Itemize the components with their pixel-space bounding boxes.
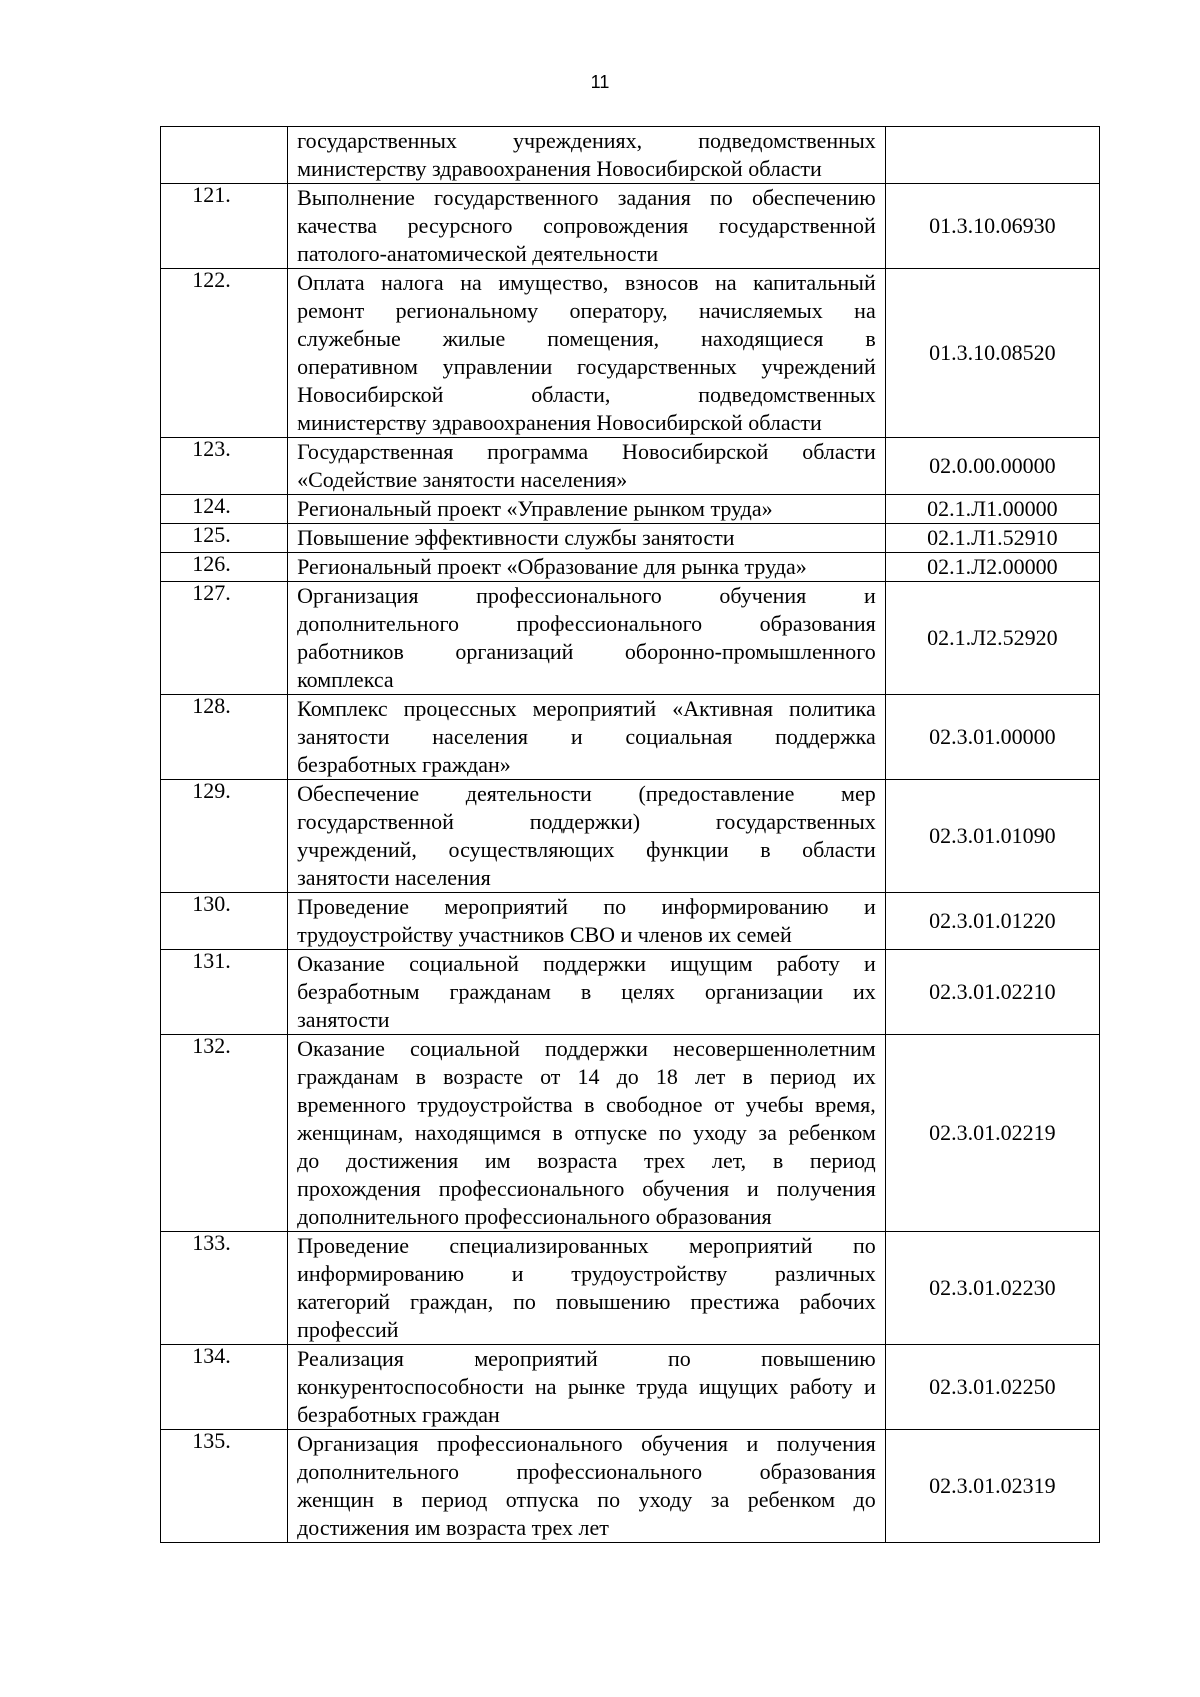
row-number: 132. bbox=[192, 1033, 231, 1058]
description-line: достижения им возраста трех лет bbox=[297, 1515, 609, 1540]
item-description bbox=[288, 524, 886, 553]
classification-code: 02.1.Л2.00000 bbox=[885, 553, 1099, 582]
description-line: Региональный проект «Управление рынком труда» bbox=[297, 496, 773, 521]
table-row bbox=[161, 184, 1100, 269]
classification-code: 02.3.01.01090 bbox=[885, 780, 1099, 893]
row-number-cell bbox=[161, 582, 288, 695]
description-line: гражданам в возрасте от 14 до 18 лет в период их bbox=[297, 1064, 876, 1089]
classification-code: 02.3.01.02230 bbox=[885, 1232, 1099, 1345]
description-line: Проведение специализированных мероприятий по bbox=[297, 1233, 876, 1258]
description-line: Региональный проект «Образование для рынка труда» bbox=[297, 554, 807, 579]
row-number-cell bbox=[161, 1345, 288, 1430]
item-description bbox=[288, 1232, 886, 1345]
item-description bbox=[288, 582, 886, 695]
row-number: 122. bbox=[192, 267, 231, 292]
description-line: до достижения им возраста трех лет, в период bbox=[297, 1148, 876, 1173]
description-line: Реализация мероприятий по повышению bbox=[297, 1346, 876, 1371]
description-line: министерству здравоохранения Новосибирской области bbox=[297, 410, 822, 435]
classification-code: 02.3.01.02210 bbox=[885, 950, 1099, 1035]
classification-code: 02.3.01.02319 bbox=[885, 1430, 1099, 1543]
row-number-cell bbox=[161, 184, 288, 269]
item-description bbox=[288, 495, 886, 524]
description-line: учреждений, осуществляющих функции в области bbox=[297, 837, 876, 862]
row-number-cell bbox=[161, 438, 288, 495]
item-description bbox=[288, 438, 886, 495]
description-line: работников организаций оборонно-промышленного bbox=[297, 639, 876, 664]
description-line: Государственная программа Новосибирской области bbox=[297, 439, 876, 464]
row-number: 121. bbox=[192, 182, 231, 207]
item-description bbox=[288, 1430, 886, 1543]
classification-code: 02.3.01.01220 bbox=[885, 893, 1099, 950]
item-description bbox=[288, 127, 886, 184]
item-description bbox=[288, 780, 886, 893]
row-number-cell bbox=[161, 269, 288, 438]
description-line: Проведение мероприятий по информированию и bbox=[297, 894, 876, 919]
row-number-cell bbox=[161, 553, 288, 582]
row-number-cell bbox=[161, 893, 288, 950]
description-line: трудоустройству участников СВО и членов их семей bbox=[297, 922, 792, 947]
row-number: 131. bbox=[192, 948, 231, 973]
description-line: прохождения профессионального обучения и получения bbox=[297, 1176, 876, 1201]
description-line: государственной поддержки) государственных bbox=[297, 809, 876, 834]
classification-code: 01.3.10.08520 bbox=[885, 269, 1099, 438]
description-line: Оказание социальной поддержки ищущим работу и bbox=[297, 951, 876, 976]
row-number: 133. bbox=[192, 1230, 231, 1255]
item-description bbox=[288, 1345, 886, 1430]
classification-code: 02.1.Л2.52920 bbox=[885, 582, 1099, 695]
description-line: безработных граждан bbox=[297, 1402, 500, 1427]
item-description bbox=[288, 269, 886, 438]
row-number: 127. bbox=[192, 580, 231, 605]
description-line: дополнительного профессионального образования bbox=[297, 1204, 772, 1229]
table-row bbox=[161, 695, 1100, 780]
row-number-cell bbox=[161, 1035, 288, 1232]
description-line: Комплекс процессных мероприятий «Активная политика bbox=[297, 696, 876, 721]
table-row bbox=[161, 1345, 1100, 1430]
classification-code: 02.1.Л1.00000 bbox=[885, 495, 1099, 524]
description-line: Повышение эффективности службы занятости bbox=[297, 525, 735, 550]
item-description bbox=[288, 184, 886, 269]
item-description bbox=[288, 553, 886, 582]
description-line: дополнительного профессионального образования bbox=[297, 1459, 876, 1484]
classification-code bbox=[885, 127, 1099, 184]
table-row bbox=[161, 553, 1100, 582]
row-number: 128. bbox=[192, 693, 231, 718]
table-row bbox=[161, 1232, 1100, 1345]
row-number: 134. bbox=[192, 1343, 231, 1368]
table-row bbox=[161, 1430, 1100, 1543]
description-line: временного трудоустройства в свободное от учебы время, bbox=[297, 1092, 876, 1117]
budget-classification-table bbox=[160, 126, 1100, 1543]
description-line: конкурентоспособности на рынке труда ищущих работу и bbox=[297, 1374, 876, 1399]
row-number: 126. bbox=[192, 551, 231, 576]
description-line: занятости населения bbox=[297, 865, 491, 890]
table-row bbox=[161, 780, 1100, 893]
classification-code: 02.0.00.00000 bbox=[885, 438, 1099, 495]
table-row bbox=[161, 582, 1100, 695]
description-line: Выполнение государственного задания по обеспечению bbox=[297, 185, 876, 210]
description-line: Организация профессионального обучения и bbox=[297, 583, 876, 608]
table-row bbox=[161, 893, 1100, 950]
description-line: государственных учреждениях, подведомственных bbox=[297, 128, 876, 153]
page-number: 11 bbox=[590, 72, 610, 92]
description-line: безработным гражданам в целях организации их bbox=[297, 979, 876, 1004]
description-line: дополнительного профессионального образования bbox=[297, 611, 876, 636]
table-row bbox=[161, 495, 1100, 524]
table-row bbox=[161, 438, 1100, 495]
item-description bbox=[288, 950, 886, 1035]
table-row bbox=[161, 524, 1100, 553]
description-line: Организация профессионального обучения и получения bbox=[297, 1431, 876, 1456]
description-line: профессий bbox=[297, 1317, 399, 1342]
description-line: служебные жилые помещения, находящиеся в bbox=[297, 326, 876, 351]
row-number: 124. bbox=[192, 493, 231, 518]
row-number-cell bbox=[161, 495, 288, 524]
row-number-cell bbox=[161, 780, 288, 893]
classification-code: 02.3.01.02219 bbox=[885, 1035, 1099, 1232]
row-number-cell bbox=[161, 1232, 288, 1345]
table-row bbox=[161, 950, 1100, 1035]
description-line: категорий граждан, по повышению престижа рабочих bbox=[297, 1289, 876, 1314]
item-description bbox=[288, 1035, 886, 1232]
row-number: 129. bbox=[192, 778, 231, 803]
description-line: Оплата налога на имущество, взносов на капитальный bbox=[297, 270, 876, 295]
description-line: министерству здравоохранения Новосибирской области bbox=[297, 156, 822, 181]
table-row bbox=[161, 269, 1100, 438]
classification-code: 02.1.Л1.52910 bbox=[885, 524, 1099, 553]
description-line: информированию и трудоустройству различных bbox=[297, 1261, 876, 1286]
description-line: женщин в период отпуска по уходу за ребенком до bbox=[297, 1487, 876, 1512]
table-body bbox=[161, 127, 1100, 1543]
row-number: 123. bbox=[192, 436, 231, 461]
row-number-cell bbox=[161, 950, 288, 1035]
description-line: женщинам, находящимся в отпуске по уходу за ребенком bbox=[297, 1120, 876, 1145]
row-number-cell bbox=[161, 1430, 288, 1543]
description-line: патолого-анатомической деятельности bbox=[297, 241, 659, 266]
description-line: ремонт региональному оператору, начисляемых на bbox=[297, 298, 876, 323]
row-number-cell bbox=[161, 524, 288, 553]
description-line: комплекса bbox=[297, 667, 394, 692]
row-number: 135. bbox=[192, 1428, 231, 1453]
description-line: занятости населения и социальная поддержка bbox=[297, 724, 876, 749]
row-number-cell bbox=[161, 127, 288, 184]
description-line: занятости bbox=[297, 1007, 390, 1032]
description-line: Новосибирской области, подведомственных bbox=[297, 382, 876, 407]
classification-code: 02.3.01.02250 bbox=[885, 1345, 1099, 1430]
item-description bbox=[288, 893, 886, 950]
table-row bbox=[161, 1035, 1100, 1232]
description-line: Обеспечение деятельности (предоставление мер bbox=[297, 781, 876, 806]
description-line: безработных граждан» bbox=[297, 752, 511, 777]
item-description bbox=[288, 695, 886, 780]
classification-code: 02.3.01.00000 bbox=[885, 695, 1099, 780]
classification-code: 01.3.10.06930 bbox=[885, 184, 1099, 269]
description-line: качества ресурсного сопровождения государственной bbox=[297, 213, 876, 238]
row-number: 130. bbox=[192, 891, 231, 916]
description-line: оперативном управлении государственных учреждений bbox=[297, 354, 876, 379]
table-row bbox=[161, 127, 1100, 184]
row-number: 125. bbox=[192, 522, 231, 547]
row-number-cell bbox=[161, 695, 288, 780]
description-line: «Содействие занятости населения» bbox=[297, 467, 628, 492]
description-line: Оказание социальной поддержки несовершеннолетним bbox=[297, 1036, 876, 1061]
